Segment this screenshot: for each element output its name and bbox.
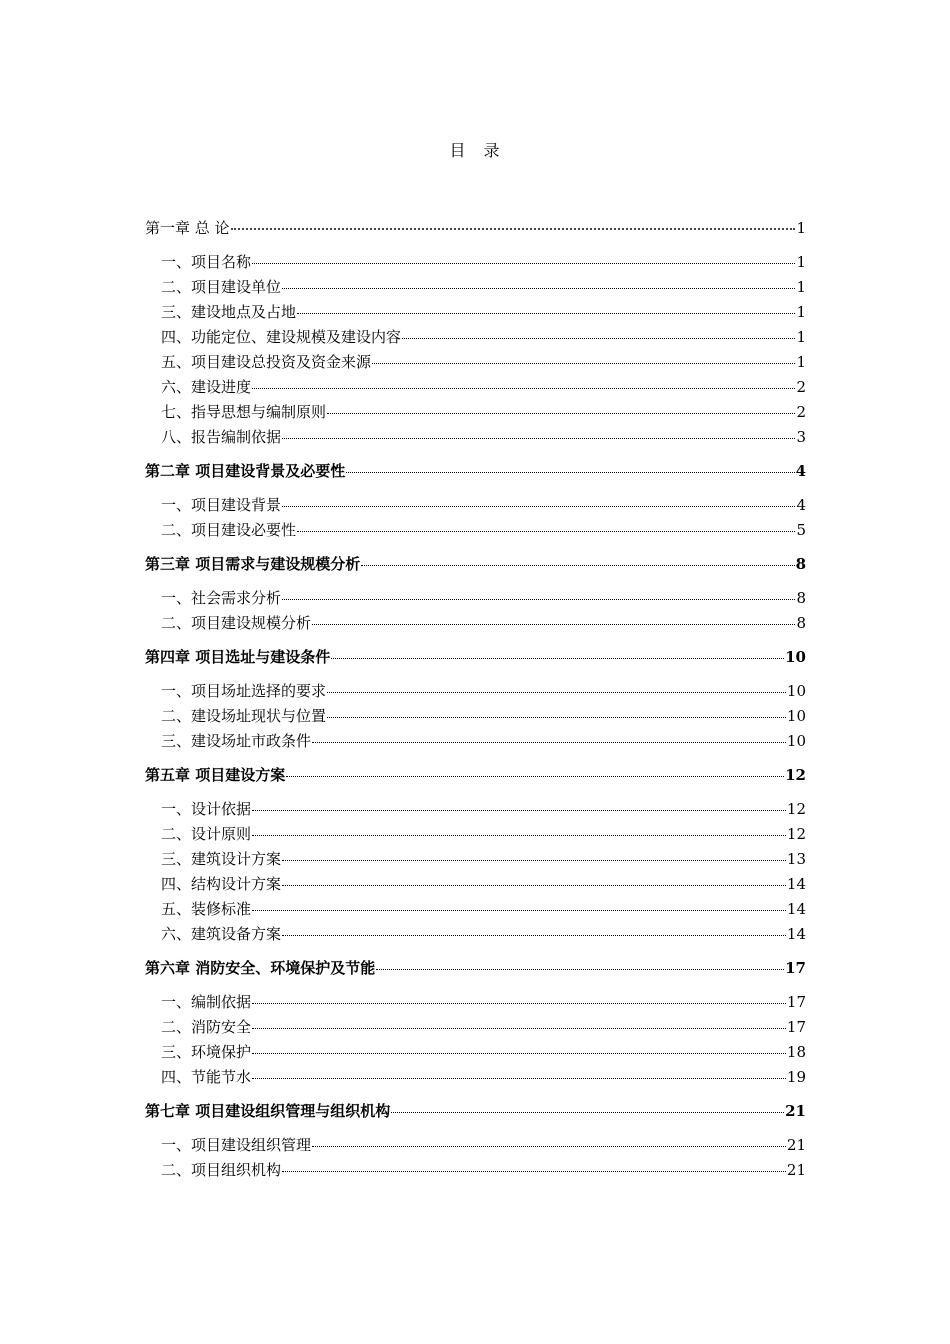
toc-page-number: 4 bbox=[796, 496, 806, 514]
toc-page-number: 10 bbox=[785, 648, 806, 666]
toc-entry-label: 第二章 项目建设背景及必要性 bbox=[145, 462, 346, 480]
toc-entry-label: 第七章 项目建设组织管理与组织机构 bbox=[145, 1102, 391, 1120]
toc-entry-label: 一、项目建设背景 bbox=[161, 496, 282, 514]
toc-chapter-entry[interactable] bbox=[145, 956, 806, 981]
toc-section-entry[interactable] bbox=[145, 679, 806, 704]
toc-entry-label: 第三章 项目需求与建设规模分析 bbox=[145, 555, 361, 573]
toc-page-number: 14 bbox=[786, 875, 806, 893]
toc-section-entry[interactable] bbox=[145, 847, 806, 872]
toc-entry-label: 四、节能节水 bbox=[161, 1068, 252, 1086]
toc-page-number: 8 bbox=[795, 555, 806, 573]
toc-page-number: 18 bbox=[786, 1043, 806, 1061]
toc-page-number: 14 bbox=[786, 900, 806, 918]
toc-page-number: 17 bbox=[785, 959, 806, 977]
toc-entry-label: 四、功能定位、建设规模及建设内容 bbox=[161, 328, 402, 346]
toc-entry-label: 二、项目组织机构 bbox=[161, 1161, 282, 1179]
dot-leader bbox=[252, 821, 786, 836]
toc-section-entry[interactable] bbox=[145, 872, 806, 897]
toc-section-entry[interactable] bbox=[145, 704, 806, 729]
toc-page-number: 1 bbox=[796, 328, 806, 346]
dot-leader bbox=[252, 249, 795, 264]
toc-entry-label: 一、设计依据 bbox=[161, 800, 252, 818]
toc-page-number: 17 bbox=[786, 1018, 806, 1036]
toc-page-number: 2 bbox=[796, 403, 806, 421]
toc-entry-label: 第五章 项目建设方案 bbox=[145, 766, 286, 784]
toc-section-entry[interactable] bbox=[145, 1158, 806, 1183]
toc-entry-label: 四、结构设计方案 bbox=[161, 875, 282, 893]
dot-leader bbox=[282, 1157, 786, 1172]
dot-leader bbox=[391, 1098, 784, 1113]
toc-chapter-entry[interactable] bbox=[145, 1099, 806, 1124]
toc-entry-label: 二、项目建设规模分析 bbox=[161, 614, 312, 632]
toc-section-entry[interactable] bbox=[145, 300, 806, 325]
toc-page-number: 21 bbox=[785, 1102, 806, 1120]
dot-leader bbox=[327, 399, 795, 414]
dot-leader bbox=[252, 796, 786, 811]
toc-page-number: 10 bbox=[786, 682, 806, 700]
toc-title: 目 录 bbox=[449, 141, 501, 160]
toc-section-entry[interactable] bbox=[145, 990, 806, 1015]
toc-page-number: 12 bbox=[786, 800, 806, 818]
toc-entry-label: 七、指导思想与编制原则 bbox=[161, 403, 327, 421]
toc-page-number: 8 bbox=[796, 614, 806, 632]
toc-page-number: 21 bbox=[786, 1161, 806, 1179]
toc-entry-label: 二、建设场址现状与位置 bbox=[161, 707, 327, 725]
toc-entry-label: 第四章 项目选址与建设条件 bbox=[145, 648, 331, 666]
toc-page-number: 21 bbox=[786, 1136, 806, 1154]
toc-page-number: 3 bbox=[796, 428, 806, 446]
dot-leader bbox=[252, 896, 786, 911]
toc-entry-label: 第一章 总 论 bbox=[145, 219, 230, 237]
toc-page-number: 17 bbox=[786, 993, 806, 1011]
toc-section-entry[interactable] bbox=[145, 325, 806, 350]
toc-entry-label: 一、项目场址选择的要求 bbox=[161, 682, 327, 700]
toc-page-number: 12 bbox=[785, 766, 806, 784]
toc-entry-label: 二、消防安全 bbox=[161, 1018, 252, 1036]
toc-section-entry[interactable] bbox=[145, 493, 806, 518]
toc-section-entry[interactable] bbox=[145, 518, 806, 543]
dot-leader bbox=[402, 324, 795, 339]
dot-leader bbox=[312, 1132, 786, 1147]
toc-entry-label: 六、建设进度 bbox=[161, 378, 252, 396]
dot-leader bbox=[297, 517, 795, 532]
dot-leader bbox=[312, 728, 786, 743]
toc-section-entry[interactable] bbox=[145, 1040, 806, 1065]
toc-section-entry[interactable] bbox=[145, 1133, 806, 1158]
toc-entry-label: 三、建设场址市政条件 bbox=[161, 732, 312, 750]
toc-page-number: 1 bbox=[796, 219, 806, 237]
toc-entry-label: 第六章 消防安全、环境保护及节能 bbox=[145, 959, 376, 977]
toc-page-number: 5 bbox=[796, 521, 806, 539]
toc-entry-label: 一、项目名称 bbox=[161, 253, 252, 271]
toc-entry-label: 八、报告编制依据 bbox=[161, 428, 282, 446]
toc-entry-label: 五、装修标准 bbox=[161, 900, 252, 918]
toc-page-number: 13 bbox=[786, 850, 806, 868]
toc-page-number: 8 bbox=[796, 589, 806, 607]
dot-leader bbox=[282, 846, 786, 861]
toc-entry-label: 二、设计原则 bbox=[161, 825, 252, 843]
toc-section-entry[interactable] bbox=[145, 350, 806, 375]
dot-leader bbox=[231, 214, 796, 230]
toc-page-number: 1 bbox=[796, 303, 806, 321]
toc-section-entry[interactable] bbox=[145, 250, 806, 275]
dot-leader bbox=[282, 492, 795, 507]
dot-leader bbox=[252, 989, 786, 1004]
toc-section-entry[interactable] bbox=[145, 586, 806, 611]
dot-leader bbox=[252, 374, 795, 389]
toc-entry-label: 一、社会需求分析 bbox=[161, 589, 282, 607]
toc-section-entry[interactable] bbox=[145, 797, 806, 822]
dot-leader bbox=[327, 703, 786, 718]
dot-leader bbox=[361, 551, 794, 566]
dot-leader bbox=[252, 1039, 786, 1054]
toc-section-entry[interactable] bbox=[145, 400, 806, 425]
toc-entry-label: 一、项目建设组织管理 bbox=[161, 1136, 312, 1154]
toc-entry-label: 六、建筑设备方案 bbox=[161, 925, 282, 943]
dot-leader bbox=[331, 644, 784, 659]
toc-entry-label: 三、建设地点及占地 bbox=[161, 303, 297, 321]
toc-entry-label: 三、建筑设计方案 bbox=[161, 850, 282, 868]
toc-entry-label: 三、环境保护 bbox=[161, 1043, 252, 1061]
table-of-contents bbox=[145, 216, 806, 1183]
toc-section-entry[interactable] bbox=[145, 822, 806, 847]
toc-page-number: 4 bbox=[795, 462, 806, 480]
dot-leader bbox=[282, 424, 795, 439]
toc-chapter-entry[interactable] bbox=[145, 763, 806, 788]
dot-leader bbox=[297, 299, 795, 314]
dot-leader bbox=[376, 955, 784, 970]
toc-page-number: 12 bbox=[786, 825, 806, 843]
toc-page-number: 10 bbox=[786, 732, 806, 750]
toc-entry-label: 二、项目建设必要性 bbox=[161, 521, 297, 539]
toc-entry-label: 一、编制依据 bbox=[161, 993, 252, 1011]
toc-page-number: 1 bbox=[796, 278, 806, 296]
dot-leader bbox=[327, 678, 786, 693]
dot-leader bbox=[346, 458, 794, 473]
toc-chapter-entry[interactable] bbox=[145, 216, 806, 241]
toc-section-entry[interactable] bbox=[145, 1065, 806, 1090]
dot-leader bbox=[282, 274, 795, 289]
toc-page-number: 2 bbox=[796, 378, 806, 396]
toc-section-entry[interactable] bbox=[145, 375, 806, 400]
dot-leader bbox=[282, 921, 786, 936]
toc-section-entry[interactable] bbox=[145, 1015, 806, 1040]
toc-chapter-entry[interactable] bbox=[145, 645, 806, 670]
toc-page-number: 19 bbox=[786, 1068, 806, 1086]
toc-chapter-entry[interactable] bbox=[145, 459, 806, 484]
toc-entry-label: 二、项目建设单位 bbox=[161, 278, 282, 296]
dot-leader bbox=[312, 610, 795, 625]
toc-chapter-entry[interactable] bbox=[145, 552, 806, 577]
dot-leader bbox=[282, 585, 795, 600]
toc-page-number: 1 bbox=[796, 353, 806, 371]
dot-leader bbox=[282, 871, 786, 886]
dot-leader bbox=[252, 1014, 786, 1029]
toc-section-entry[interactable] bbox=[145, 729, 806, 754]
toc-section-entry[interactable] bbox=[145, 275, 806, 300]
toc-section-entry[interactable] bbox=[145, 897, 806, 922]
toc-entry-label: 五、项目建设总投资及资金来源 bbox=[161, 353, 372, 371]
toc-page-number: 10 bbox=[786, 707, 806, 725]
toc-section-entry[interactable] bbox=[145, 611, 806, 636]
toc-section-entry[interactable] bbox=[145, 922, 806, 947]
dot-leader bbox=[286, 762, 784, 777]
dot-leader bbox=[372, 349, 795, 364]
dot-leader bbox=[252, 1064, 786, 1079]
toc-page-number: 14 bbox=[786, 925, 806, 943]
toc-section-entry[interactable] bbox=[145, 425, 806, 450]
toc-page-number: 1 bbox=[796, 253, 806, 271]
